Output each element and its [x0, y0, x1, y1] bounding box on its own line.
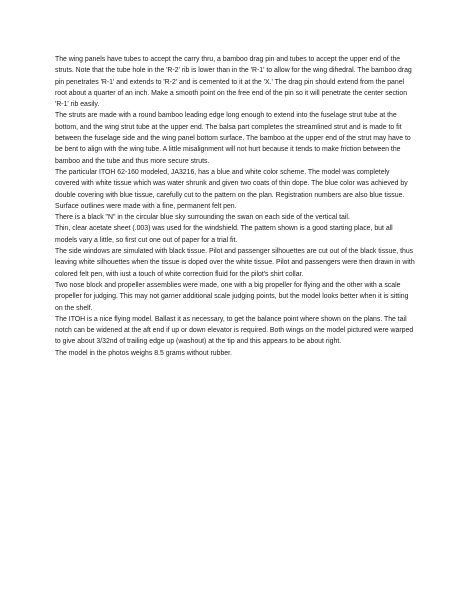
paragraph-wing-panels: The wing panels have tubes to accept the carry thru, a bamboo drag pin and tubes to accept the upper end of the struts. Note that the tube hole in the 'R-2' rib is lower than in the 'R-1' to allow for the wing dihedral. The bamboo drag pin penetrates 'R-1' and extends to 'R-2' and is cemented to it at the 'X.' The drag pin should extend from the panel root about a quarter of an inch. Make a smooth point on the free end of the pin so it will penetrate the center section 'R-1' rib easily.: [55, 56, 412, 109]
paragraph-weight: The model in the photos weighs 8.5 grams without rubber.: [55, 349, 232, 357]
paragraph-tail-marking: There is a black "N" in the circular blue sky surrounding the swan on each side of the vertical tail.: [55, 214, 350, 222]
paragraph-nose-blocks: Two nose block and propeller assemblies were made, one with a big propeller for flying and the other with a scale propeller for judging. This may not garner additional scale judging points, but the model looks better when it is sitting on the shelf.: [55, 281, 409, 312]
paragraph-flying: The ITOH is a nice flying model. Ballast it as necessary, to get the balance point where shown on the plans. The tail notch can be widened at the aft end if up or down elevator is required. Both wings on the model pictured were warped to give about 3/32nd of trailing edge up (washout) at the tip and this appears to be about right.: [55, 315, 414, 346]
document-body: [55, 54, 415, 359]
paragraph-windshield: Thin, clear acetate sheet (.003) was used for the windshield. The pattern shown is a good starting place, but all models vary a little, so first cut one out of paper for a trial fit.: [55, 225, 393, 244]
paragraph-struts: The struts are made with a round bamboo leading edge long enough to extend into the fuselage strut tube at the bottom, and the wing strut tube at the upper end. The balsa part completes the streamlined strut and is made to fit between the fuselage side and the wing panel bottom surface. The bamboo at the upper end of the strut may have to be bent to align with the wing tube. A little misalignment will not hurt because it tends to make friction between the bamboo and the tube and thus more secure struts.: [55, 112, 411, 165]
paragraph-color-scheme: The particular ITOH 62-160 modeled, JA3216, has a blue and white color scheme. The model was completely covered with white tissue which was water shrunk and given two coats of thin dope. The blue color was achieved by double covering with blue tissue, carefully cut to the pattern on the plan. Registration numbers are also blue tissue. Surface outlines were made with a fine, permanent felt pen.: [55, 168, 408, 210]
paragraph-side-windows: The side windows are simulated with black tissue. Pilot and passenger silhouettes are cut out of the black tissue, thus leaving white silhouettes when the tissue is doped over the white tissue. Pilot and passengers were then drawn in with colored felt pen, with iust a touch of white correction fluid for the pilot's shirt collar.: [55, 248, 415, 278]
